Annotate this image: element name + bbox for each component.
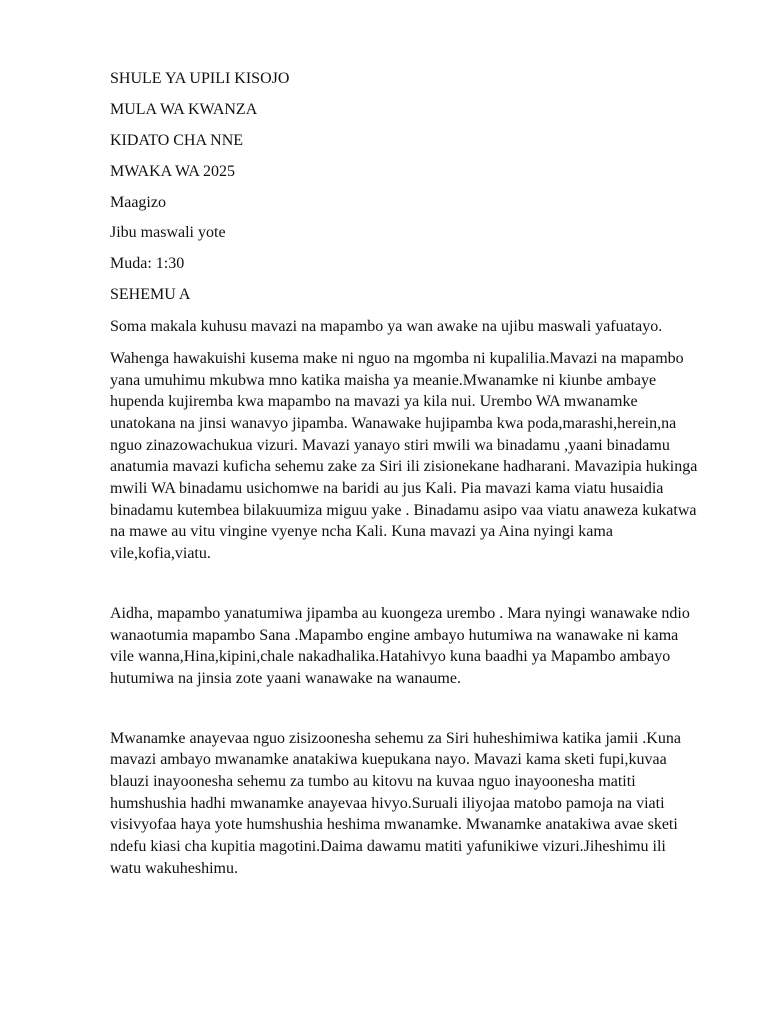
instructions-heading: Maagizo xyxy=(110,193,166,211)
school-name: SHULE YA UPILI KISOJO xyxy=(110,70,290,87)
passage-paragraph-2: Aidha, mapambo yanatumiwa jipamba au kuongeza urembo . Mara nyingi wanawake ndio wanaotumia mapambo Sana .Mapambo engine ambayo hutumiwa na wanawake ni kama vile wanna,Hina,kipini,chale nakadhalika.Hatahivyo kuna baadhi ya Mapambo ambayo hutumiwa na jinsia zote yaani wanawake na wanaume. xyxy=(110,604,690,687)
passage-paragraph-1: Wahenga hawakuishi kusema make ni nguo na mgomba ni kupalilia.Mavazi na mapambo yana umuhimu mkubwa mno katika maisha ya meanie.Mwanamke ni kiunbe ambaye hupenda kujiremba kwa mapambo na mavazi ya kila nui. Urembo WA mwanamke unatokana na jinsi wanavyo jipamba. Wanawake hujipamba kwa poda,marashi,herein,na nguo zinazowachukua vizuri. Mavazi yanayo stiri mwili wa binadamu ,yaani binadamu anatumia mavazi kuficha sehemu zake za Siri ili zisionekane hadharani. Mavazipia hukinga mwili WA binadamu usichomwe na baridi au jus Kali. Pia mavazi kama viatu husaidia binadamu kutembea bilakuumiza miguu yake . Binadamu asipo vaa viatu anaweza kukatwa na mawe au vitu vingine vyenye ncha Kali. Kuna mavazi ya Aina nyingi kama vile,kofia,viatu. xyxy=(110,349,698,563)
document-page xyxy=(110,69,700,880)
exam-title: MULA WA KWANZA xyxy=(110,100,258,118)
time-allowed: Muda: 1:30 xyxy=(110,255,185,273)
instruction-text: Jibu maswali yote xyxy=(110,224,226,242)
passage-paragraph-3: Mwanamke anayevaa nguo zisizoonesha sehemu za Siri huheshimiwa katika jamii .Kuna mavazi ambayo mwanamke anatakiwa kuepukana nayo. Mavazi kama sketi fupi,kuvaa blauzi inayoonesha sehemu za tumbo au kitovu na kuvaa nguo inayoonesha matiti humshushia hadhi mwanamke anayevaa hivyo.Suruali iliyojaa matobo pamoja na viati visivyofaa haya yote humshushia heshima mwanamke. Mwanamke anatakiwa avae sketi ndefu kiasi cha kupitia magotini.Daima dawamu matiti yafunikiwe vizuri.Jiheshimu ili watu wakuheshimu. xyxy=(110,729,681,877)
section-heading: SEHEMU A xyxy=(110,286,191,304)
exam-year: MWAKA WA 2025 xyxy=(110,162,236,180)
form-level: KIDATO CHA NNE xyxy=(110,131,244,149)
passage-instruction: Soma makala kuhusu mavazi na mapambo ya wan awake na ujibu maswali yafuatayo. xyxy=(110,318,663,336)
